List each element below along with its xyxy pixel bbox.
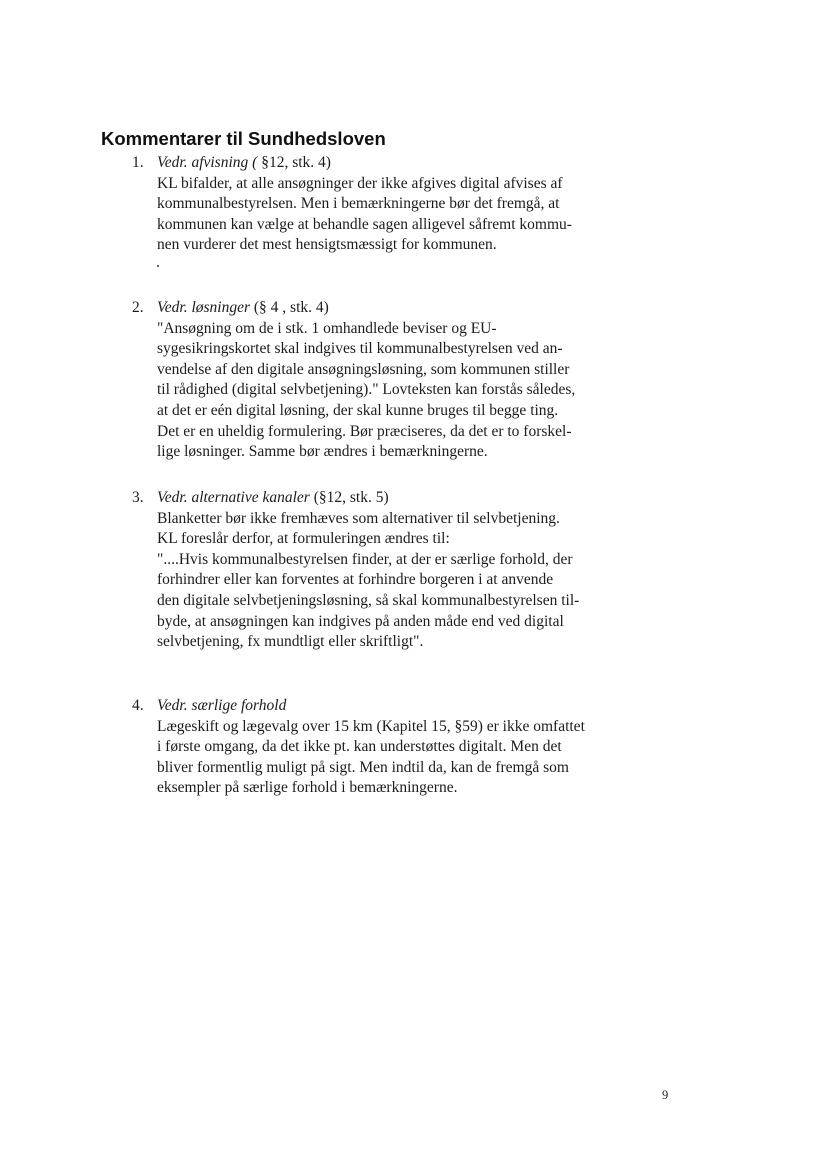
body-line: nen vurderer det mest hensigtsmæssigt for kommunen. (157, 236, 497, 254)
body-line: KL bifalder, at alle ansøgninger der ikke afgives digital afvises af (157, 174, 563, 192)
item-number: 3. (132, 489, 144, 506)
body-line: "Ansøgning om de i stk. 1 omhandlede beviser og EU- (157, 319, 497, 337)
item-title-italic: Vedr. særlige forhold (157, 697, 287, 714)
body-line: byde, at ansøgningen kan indgives på anden måde end ved digital (157, 612, 564, 630)
body-line: den digitale selvbetjeningsløsning, så skal kommunalbestyrelsen til- (157, 591, 580, 609)
body-line: Lægeskift og lægevalg over 15 km (Kapitel 15, §59) er ikke omfattet (157, 717, 585, 735)
item-number: 1. (132, 154, 144, 171)
body-line: til rådighed (digital selvbetjening)." Lovteksten kan forstås således, (157, 381, 576, 399)
item-number: 2. (132, 299, 144, 316)
item-title (157, 488, 389, 509)
body-line: kommunalbestyrelsen. Men i bemærkningerne bør det fremgå, at (157, 195, 560, 213)
body-line: selvbetjening, fx mundtligt eller skriftligt". (157, 633, 424, 651)
item-body (157, 509, 617, 653)
body-line: vendelse af den digitale ansøgningsløsning, som kommunen stiller (157, 360, 570, 378)
body-line: at det er eén digital løsning, der skal kunne bruges til begge ting. (157, 401, 559, 419)
item-body (157, 717, 617, 799)
item-title-italic: Vedr. afvisning ( (157, 154, 258, 171)
item-body (157, 174, 617, 256)
stray-dot-mark (157, 265, 159, 267)
item-title (157, 298, 329, 319)
item-number: 4. (132, 697, 144, 714)
body-line: Det er en uheldig formulering. Bør præciseres, da det er to forskel- (157, 422, 572, 440)
page-number: 9 (662, 1088, 669, 1102)
body-line: i første omgang, da det ikke pt. kan understøttes digitalt. Men det (157, 738, 562, 756)
body-line: "....Hvis kommunalbestyrelsen finder, at der er særlige forhold, der (157, 550, 573, 568)
body-line: KL foreslår derfor, at formuleringen ændres til: (157, 530, 450, 548)
item-title-reference: (§12, stk. 5) (309, 489, 389, 506)
body-line: sygesikringskortet skal indgives til kommunalbestyrelsen ved an- (157, 340, 563, 358)
item-title-reference: §12, stk. 4) (257, 154, 331, 171)
page-heading: Kommentarer til Sundhedsloven (101, 128, 386, 149)
item-body (157, 319, 617, 463)
item-title (157, 153, 331, 174)
body-line: Blanketter bør ikke fremhæves som alternativer til selvbetjening. (157, 509, 560, 527)
body-line: forhindrer eller kan forventes at forhindre borgeren i at anvende (157, 571, 554, 589)
body-line: kommunen kan vælge at behandle sagen alligevel såfremt kommu- (157, 215, 572, 233)
body-line: lige løsninger. Samme bør ændres i bemærkningerne. (157, 443, 488, 461)
item-title-reference: (§ 4 , stk. 4) (250, 299, 329, 316)
item-title-italic: Vedr. løsninger (157, 299, 250, 316)
item-title-italic: Vedr. alternative kanaler (157, 489, 310, 506)
item-title (157, 696, 286, 717)
body-line: bliver formentlig muligt på sigt. Men indtil da, kan de fremgå som (157, 758, 569, 776)
body-line: eksempler på særlige forhold i bemærkningerne. (157, 779, 458, 797)
